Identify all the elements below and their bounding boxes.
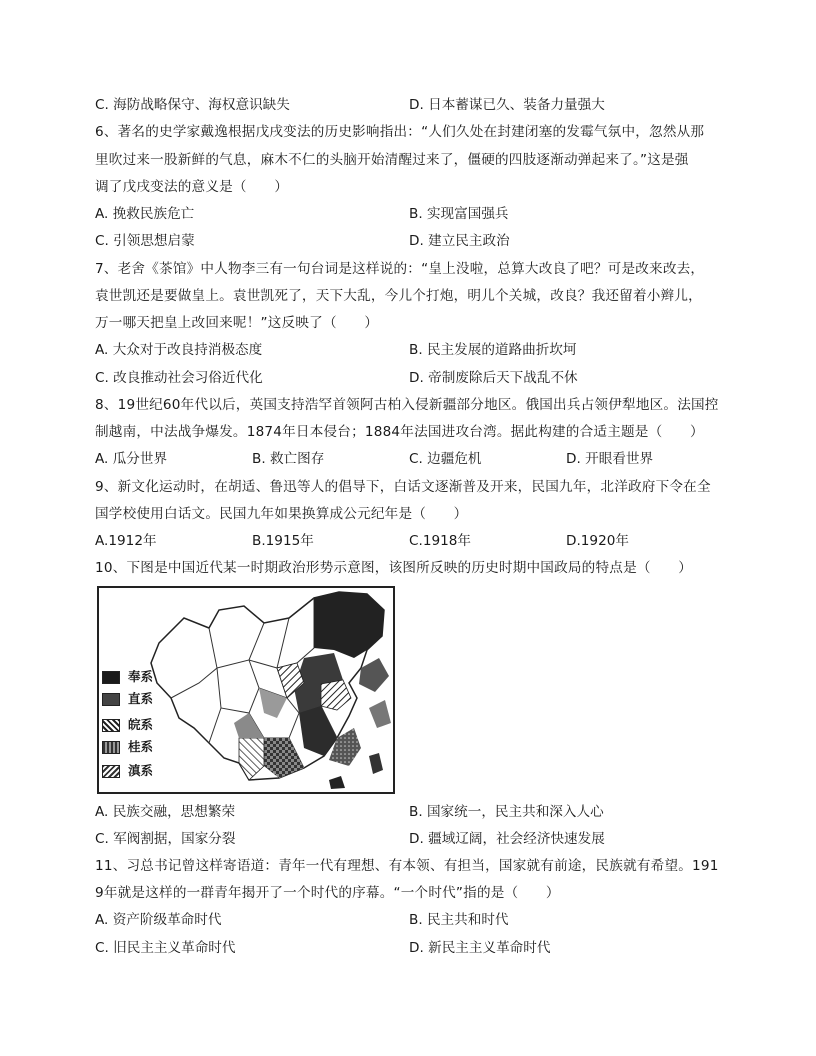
q8-option-b[interactable]: B. 救亡图存 (252, 451, 325, 467)
q5-option-c[interactable]: C. 海防战略保守、海权意识缺失 (95, 97, 290, 113)
q6-stem-line-3: 调了戊戌变法的意义是（ ） (95, 179, 289, 195)
legend-label: 皖系 (128, 717, 154, 732)
legend-swatch (102, 765, 120, 778)
q7-option-a[interactable]: A. 大众对于改良持消极态度 (95, 342, 263, 358)
q7-option-c[interactable]: C. 改良推动社会习俗近代化 (95, 370, 263, 386)
china-map-svg (99, 588, 393, 792)
q10-option-a[interactable]: A. 民族交融，思想繁荣 (95, 804, 236, 820)
q6-option-d[interactable]: D. 建立民主政治 (409, 233, 510, 249)
legend-item-zhili (102, 692, 172, 708)
q7-stem-line-1: 7、老舍《茶馆》中人物李三有一句台词是这样说的：“皇上没啦，总算大改良了吧？可是改来改去， (95, 261, 705, 277)
legend-item-anhui (102, 718, 172, 734)
legend-label: 滇系 (128, 763, 154, 778)
q8-option-a[interactable]: A. 瓜分世界 (95, 451, 168, 467)
q5-option-d[interactable]: D. 日本蓄谋已久、装备力量强大 (409, 97, 605, 113)
q8-stem-line-2: 制越南，中法战争爆发。1874年日本侵台；1884年法国进攻台湾。据此构建的合适主题是（ ） (95, 424, 704, 440)
q6-option-b[interactable]: B. 实现富国强兵 (409, 206, 509, 222)
q9-option-d[interactable]: D.1920年 (566, 533, 629, 549)
q9-stem-line-2: 国学校使用白话文。民国九年如果换算成公元纪年是（ ） (95, 506, 468, 522)
q7-option-b[interactable]: B. 民主发展的道路曲折坎坷 (409, 342, 577, 358)
fengtian-region (314, 592, 384, 658)
legend-swatch (102, 671, 120, 684)
q11-stem-line-1: 11、习总书记曾这样寄语道：青年一代有理想、有本领、有担当，国家就有前途，民族就有希望。191 (95, 858, 719, 874)
q9-option-c[interactable]: C.1918年 (409, 533, 472, 549)
q9-option-a[interactable]: A.1912年 (95, 533, 157, 549)
warlord-map-figure (97, 586, 395, 794)
legend-label: 奉系 (128, 669, 154, 684)
q10-option-d[interactable]: D. 疆域辽阔，社会经济快速发展 (409, 831, 605, 847)
legend-item-guangxi (102, 740, 172, 756)
q9-option-b[interactable]: B.1915年 (252, 533, 314, 549)
q11-option-d[interactable]: D. 新民主主义革命时代 (409, 940, 551, 956)
q11-option-b[interactable]: B. 民主共和时代 (409, 912, 509, 928)
q6-stem-line-2: 里吹过来一股新鲜的气息，麻木不仁的头脑开始清醒过来了，僵硬的四肢逐渐动弹起来了。”这是强 (95, 152, 689, 168)
q11-stem-line-2: 9年就是这样的一群青年揭开了一个时代的序幕。“一个时代”指的是（ ） (95, 885, 560, 901)
q8-option-d[interactable]: D. 开眼看世界 (566, 451, 654, 467)
q8-option-c[interactable]: C. 边疆危机 (409, 451, 482, 467)
legend-swatch (102, 741, 120, 754)
q8-stem-line-1: 8、19世纪60年代以后，英国支持浩罕首领阿古柏入侵新疆部分地区。俄国出兵占领伊犁地区。法国控 (95, 397, 719, 413)
q7-option-d[interactable]: D. 帝制废除后天下战乱不休 (409, 370, 578, 386)
q10-stem-line-1: 10、下图是中国近代某一时期政治形势示意图，该图所反映的历史时期中国政局的特点是（ ） (95, 560, 693, 576)
q7-stem-line-2: 袁世凯还是要做皇上。袁世凯死了，天下大乱，今儿个打炮，明儿个关城，改良？我还留着小辫儿， (95, 288, 702, 304)
q11-option-c[interactable]: C. 旧民主主义革命时代 (95, 940, 236, 956)
q9-stem-line-1: 9、新文化运动时，在胡适、鲁迅等人的倡导下，白话文逐渐普及开来，民国九年，北洋政府下令在全 (95, 479, 711, 495)
legend-swatch (102, 719, 120, 732)
legend-item-yunnan (102, 764, 172, 780)
q7-stem-line-3: 万一哪天把皇上改回来呢！”这反映了（ ） (95, 315, 379, 331)
legend-label: 直系 (128, 691, 154, 706)
q10-option-b[interactable]: B. 国家统一，民主共和深入人心 (409, 804, 604, 820)
q6-option-c[interactable]: C. 引领思想启蒙 (95, 233, 195, 249)
q11-option-a[interactable]: A. 资产阶级革命时代 (95, 912, 222, 928)
legend-swatch (102, 693, 120, 706)
q10-option-c[interactable]: C. 军阀割据，国家分裂 (95, 831, 236, 847)
legend-item-fengtian (102, 670, 172, 686)
q6-stem-line-1: 6、著名的史学家戴逸根据戊戌变法的历史影响指出：“人们久处在封建闭塞的发霉气氛中，忽然从那 (95, 124, 705, 140)
legend-label: 桂系 (128, 739, 154, 754)
q6-option-a[interactable]: A. 挽救民族危亡 (95, 206, 195, 222)
